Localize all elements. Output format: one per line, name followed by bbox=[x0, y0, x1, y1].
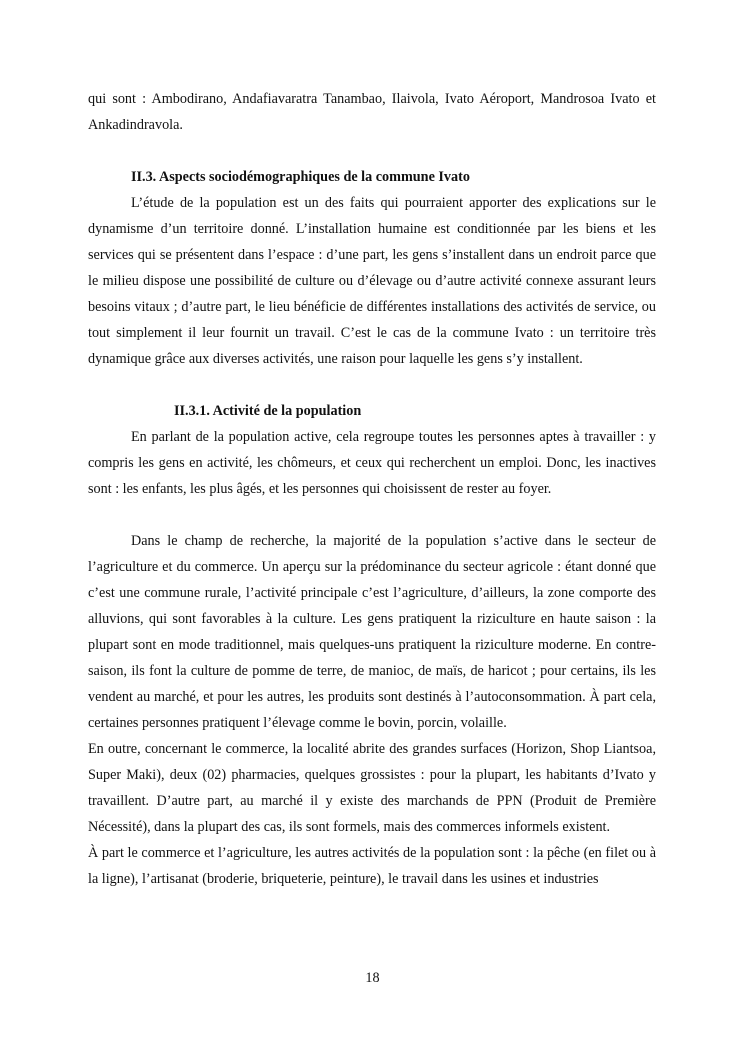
section-heading-ii3: II.3. Aspects sociodémographiques de la commune Ivato bbox=[131, 169, 470, 185]
paragraph-other-activities: À part le commerce et l’agriculture, les autres activités de la population sont : la pêche (en filet ou à la ligne), l’artisanat (broderie, briqueterie, peinture), le travail dans les usines et industries bbox=[88, 845, 656, 887]
page-number: 18 bbox=[365, 970, 380, 986]
paragraph-population-study: L’étude de la population est un des faits qui pourraient apporter des explications sur le dynamisme d’un territoire donné. L’installation humaine est conditionnée par les biens et les services qui se présentent dans l’espace : d’une part, les gens s’installent dans un endroit parce que le milieu dispose une possibilité de culture ou d’élevage ou d’autre activité connexe assurant leurs besoins vitaux ; d’autre part, le lieu bénéficie de différentes installations des activités de service, ou tout simplement il leur fournit un travail. C’est le cas de la commune Ivato : un territoire très dynamique grâce aux diverses activités, une raison pour laquelle les gens s’y installent. bbox=[88, 195, 656, 367]
paragraph-agriculture: Dans le champ de recherche, la majorité de la population s’active dans le secteur de l’agriculture et du commerce. Un aperçu sur la prédominance du secteur agricole : étant donné que c’est une commune rurale, l’activité principale c’est l’agriculture, d’ailleurs, la zone comporte des alluvions, qui sont favorables à la culture. Les gens pratiquent la riziculture en haute saison : la plupart sont en mode traditionnel, mais quelques-uns pratiquent la riziculture moderne. En contre-saison, ils font la culture de pomme de terre, de manioc, de maïs, de haricot ; pour certains, ils les vendent au marché, et pour les autres, les produits sont destinés à l’autoconsommation. À part cela, certaines personnes pratiquent l’élevage comme le bovin, porcin, volaille. bbox=[88, 533, 656, 731]
subsection-heading-ii31: II.3.1. Activité de la population bbox=[174, 403, 362, 419]
page-body bbox=[88, 86, 656, 892]
paragraph-active-population: En parlant de la population active, cela regroupe toutes les personnes aptes à travailler : y compris les gens en activité, les chômeurs, et ceux qui recherchent un emploi. Donc, les inactives sont : les enfants, les plus âgés, et les personnes qui choisissent de rester au foyer. bbox=[88, 429, 656, 497]
paragraph-continuation: qui sont : Ambodirano, Andafiavaratra Tanambao, Ilaivola, Ivato Aéroport, Mandrosoa Ivato et Ankadindravola. bbox=[88, 91, 656, 133]
paragraph-commerce: En outre, concernant le commerce, la localité abrite des grandes surfaces (Horizon, Shop Liantsoa, Super Maki), deux (02) pharmacies, quelques grossistes : pour la plupart, les habitants d’Ivato y travaillent. D’autre part, au marché il y existe des marchands de PPN (Produit de Première Nécessité), dans la plupart des cas, ils sont formels, mais des commerces informels existent. bbox=[88, 741, 656, 835]
